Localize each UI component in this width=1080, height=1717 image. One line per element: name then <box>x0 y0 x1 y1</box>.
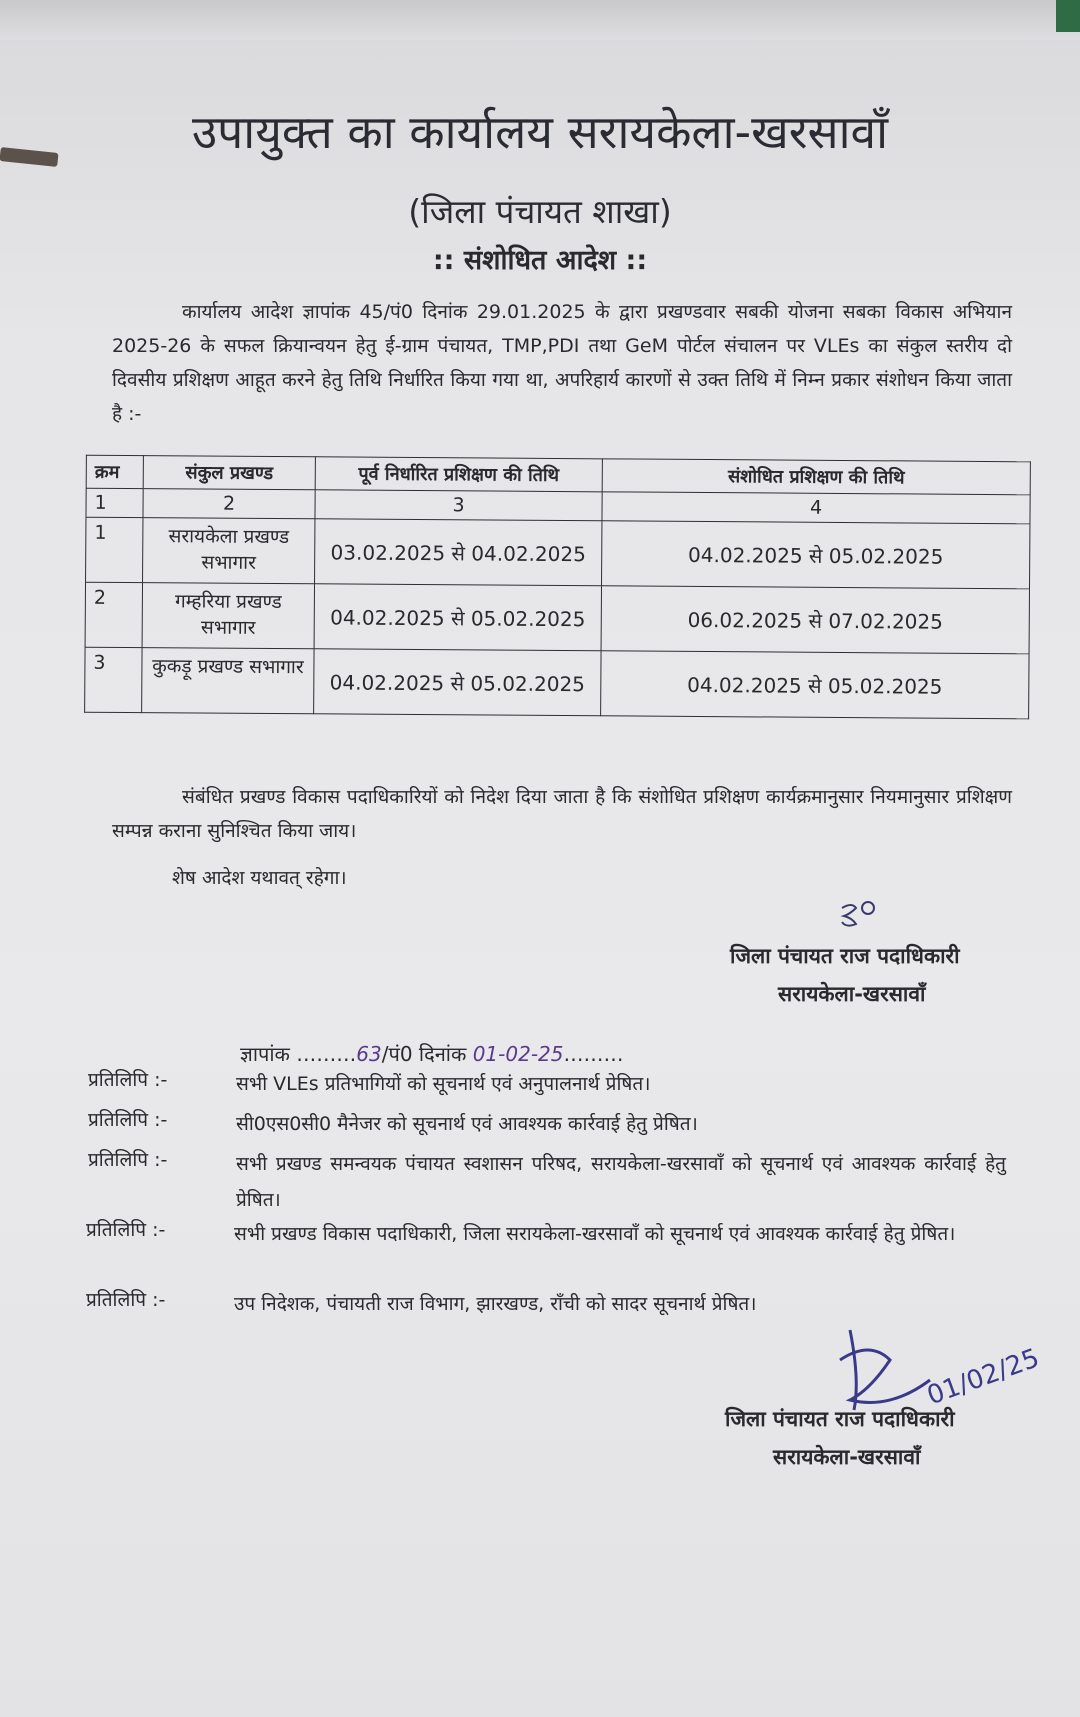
remaining-order-text: शेष आदेश यथावत् रहेगा। <box>172 867 347 889</box>
row-new-date: 04.02.2025 से 05.02.2025 <box>601 651 1029 719</box>
memo-suffix: /पं0 दिनांक <box>381 1042 467 1066</box>
copy-label: प्रतिलिपि :- <box>86 1289 166 1311</box>
header-sn: क्रम <box>86 455 143 488</box>
signatory2-place: सरायकेला-खरसावाँ <box>773 1445 921 1469</box>
col-number: 2 <box>143 489 315 519</box>
initials-signature <box>838 900 878 930</box>
col-number: 1 <box>86 488 143 517</box>
row-old-date: 04.02.2025 से 05.02.2025 <box>314 584 601 651</box>
intro-paragraph: कार्यालय आदेश ज्ञापांक 45/पं0 दिनांक 29.01.2025 के द्वारा प्रखण्डवार सबकी योजना सबका विकास अभियान 2025-26 के सफल क्रियान्वयन हेतु ई-ग्राम पंचायत, TMP,PDI तथा GeM पोर्टल संचालन पर VLEs का संकुल स्तरीय दो दिवसीय प्रशिक्षण आहूत करने हेतु तिथि निर्धारित किया गया था, अपरिहार्य कारणों से उक्त तिथि में निम्न प्रकार संशोधन किया जाता है :- <box>112 301 1012 425</box>
memo-number: 63 <box>356 1042 382 1066</box>
memo-date: 01-02-25 <box>472 1042 564 1066</box>
col-number: 3 <box>315 490 602 521</box>
row-sn: 2 <box>85 582 142 647</box>
copy-text: सभी VLEs प्रतिभागियों को सूचनार्थ एवं अनुपालनार्थ प्रेषित। <box>236 1073 651 1095</box>
header-new-date: संशोधित प्रशिक्षण की तिथि <box>602 459 1030 495</box>
row-block: कुकड़ू प्रखण्ड सभागार <box>142 648 314 714</box>
copy-text: उप निदेशक, पंचायती राज विभाग, झारखण्ड, राँची को सादर सूचनार्थ प्रेषित। <box>234 1293 757 1315</box>
memo-dots: ……… <box>563 1042 624 1066</box>
col-number: 4 <box>602 492 1030 524</box>
copy-label: प्रतिलिपि :- <box>88 1149 168 1171</box>
copy-label: प्रतिलिपि :- <box>86 1219 166 1241</box>
row-new-date: 06.02.2025 से 07.02.2025 <box>601 586 1029 654</box>
order-title: :: संशोधित आदेश :: <box>432 245 648 276</box>
table-row <box>85 647 1029 719</box>
copy-text: सभी प्रखण्ड समन्वयक पंचायत स्वशासन परिषद, सरायकेला-खरसावाँ को सूचनार्थ एवं आवश्यक कार्रवाई हेतु प्रेषित। <box>236 1153 1006 1211</box>
row-new-date: 04.02.2025 से 05.02.2025 <box>602 521 1030 589</box>
header-old-date: पूर्व निर्धारित प्रशिक्षण की तिथि <box>315 457 602 492</box>
row-old-date: 03.02.2025 से 04.02.2025 <box>315 519 602 586</box>
memo-line <box>240 1040 623 1067</box>
signature-date: 01/02/25 <box>923 1343 1044 1412</box>
office-title: उपायुक्त का कार्यालय सरायकेला-खरसावाँ <box>191 105 889 159</box>
row-block: गम्हरिया प्रखण्ड सभागार <box>142 583 314 649</box>
row-block: सरायकेला प्रखण्ड सभागार <box>143 518 315 584</box>
header-block: संकुल प्रखण्ड <box>143 456 315 490</box>
copy-text: सी0एस0सी0 मैनेजर को सूचनार्थ एवं आवश्यक कार्रवाई हेतु प्रेषित। <box>236 1113 698 1135</box>
memo-label: ज्ञापांक <box>240 1042 290 1066</box>
copy-label: प्रतिलिपि :- <box>88 1069 168 1091</box>
direction-paragraph: संबंधित प्रखण्ड विकास पदाधिकारियों को निदेश दिया जाता है कि संशोधित प्रशिक्षण कार्यक्रमानुसार नियमानुसार प्रशिक्षण सम्पन्न कराना सुनिश्चित किया जाय। <box>112 786 1012 842</box>
schedule-table <box>84 455 1031 720</box>
copy-label: प्रतिलिपि :- <box>88 1109 168 1131</box>
row-sn: 1 <box>86 517 143 582</box>
paper-edge <box>0 0 1080 40</box>
branch-title: (जिला पंचायत शाखा) <box>408 192 672 231</box>
row-sn: 3 <box>85 647 142 712</box>
table-row <box>85 582 1029 654</box>
table-row <box>86 517 1030 589</box>
copy-text: सभी प्रखण्ड विकास पदाधिकारी, जिला सरायकेला-खरसावाँ को सूचनार्थ एवं आवश्यक कार्रवाई हेतु प्रेषित। <box>234 1223 956 1245</box>
row-old-date: 04.02.2025 से 05.02.2025 <box>314 649 601 716</box>
signatory2-title: जिला पंचायत राज पदाधिकारी <box>725 1407 955 1431</box>
memo-dots: ……… <box>296 1042 357 1066</box>
background-corner <box>1056 0 1080 32</box>
signatory-title: जिला पंचायत राज पदाधिकारी <box>730 944 960 968</box>
signatory-place: सरायकेला-खरसावाँ <box>778 982 926 1006</box>
